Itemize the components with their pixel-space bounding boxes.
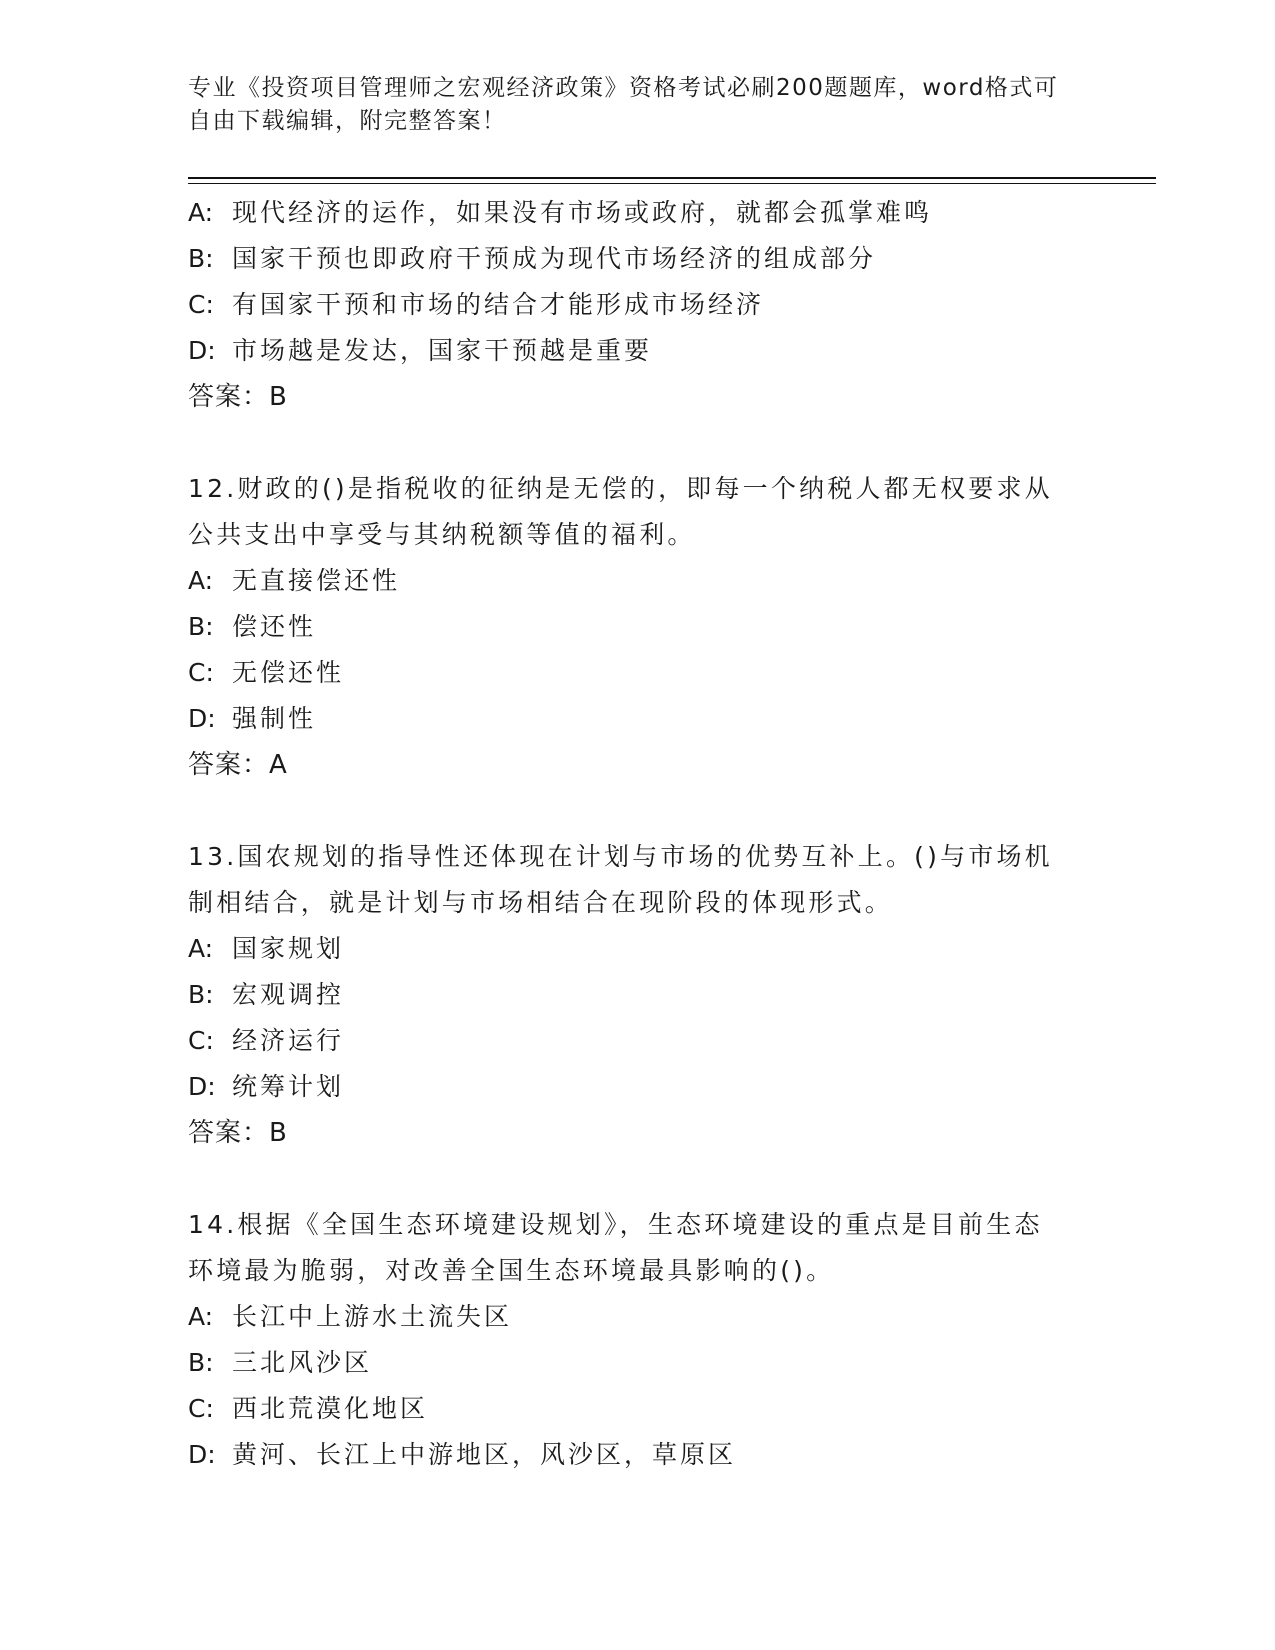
option-letter: D: [188,1072,216,1101]
option-letter: D: [188,704,216,733]
option-c [188,1386,1088,1432]
option-letter: A: [188,1302,214,1331]
option-c [188,282,1088,328]
option-text: 黄河、长江上中游地区，风沙区，草原区 [232,1440,737,1469]
option-letter: B: [188,244,214,273]
option-letter: C: [188,1026,214,1055]
header-rule-thin [188,183,1156,184]
question-list [188,190,1088,1478]
option-b [188,972,1088,1018]
option-text: 偿还性 [232,612,317,641]
answer-line: 答案：B [188,382,288,412]
question-stem-line-1: 13.国农规划的指导性还体现在计划与市场的优势互补上。()与市场机 [188,842,1053,871]
option-text: 国家规划 [232,934,345,963]
option-text: 市场越是发达，国家干预越是重要 [232,336,653,365]
option-letter: D: [188,1440,216,1469]
option-letter: B: [188,612,214,641]
option-text: 无偿还性 [232,658,345,687]
option-text: 统筹计划 [232,1072,345,1101]
spacer [188,1156,1088,1202]
question-stem-line-1: 14.根据《全国生态环境建设规划》，生态环境建设的重点是目前生态 [188,1210,1043,1239]
option-letter: B: [188,1348,214,1377]
spacer [188,420,1088,466]
option-text: 宏观调控 [232,980,345,1009]
question-13 [188,834,1088,1156]
question-11 [188,190,1088,420]
option-a [188,1294,1088,1340]
option-letter: B: [188,980,214,1009]
option-d [188,1064,1088,1110]
option-letter: D: [188,336,216,365]
option-letter: A: [188,566,214,595]
option-letter: A: [188,198,214,227]
question-stem-line-2: 公共支出中享受与其纳税额等值的福利。 [188,520,696,549]
answer-line: 答案：A [188,750,288,780]
option-d [188,1432,1088,1478]
option-text: 国家干预也即政府干预成为现代市场经济的组成部分 [232,244,877,273]
option-letter: C: [188,1394,214,1423]
spacer [188,788,1088,834]
option-a [188,926,1088,972]
answer-line: 答案：B [188,1118,288,1148]
question-stem-line-2: 制相结合，就是计划与市场相结合在现阶段的体现形式。 [188,888,894,917]
option-d [188,696,1088,742]
option-text: 无直接偿还性 [232,566,401,595]
option-b [188,236,1088,282]
option-text: 三北风沙区 [232,1348,373,1377]
option-c [188,650,1088,696]
header-line-1: 专业《投资项目管理师之宏观经济政策》资格考试必刷200题题库，word格式可 [188,75,1059,101]
option-text: 强制性 [232,704,317,733]
option-letter: C: [188,290,214,319]
option-letter: C: [188,658,214,687]
option-a [188,190,1088,236]
option-c [188,1018,1088,1064]
header-rule-thick [188,177,1156,179]
option-text: 经济运行 [232,1026,345,1055]
option-b [188,604,1088,650]
option-text: 有国家干预和市场的结合才能形成市场经济 [232,290,765,319]
option-a [188,558,1088,604]
option-letter: A: [188,934,214,963]
header-line-2: 自由下载编辑，附完整答案！ [188,108,507,134]
document-header [188,72,1088,138]
option-text: 长江中上游水土流失区 [232,1302,513,1331]
question-stem-line-1: 12.财政的()是指税收的征纳是无偿的，即每一个纳税人都无权要求从 [188,474,1053,503]
question-14 [188,1202,1088,1478]
option-text: 西北荒漠化地区 [232,1394,429,1423]
option-b [188,1340,1088,1386]
question-stem-line-2: 环境最为脆弱，对改善全国生态环境最具影响的()。 [188,1256,835,1285]
option-text: 现代经济的运作，如果没有市场或政府，就都会孤掌难鸣 [232,198,933,227]
option-d [188,328,1088,374]
question-12 [188,466,1088,788]
